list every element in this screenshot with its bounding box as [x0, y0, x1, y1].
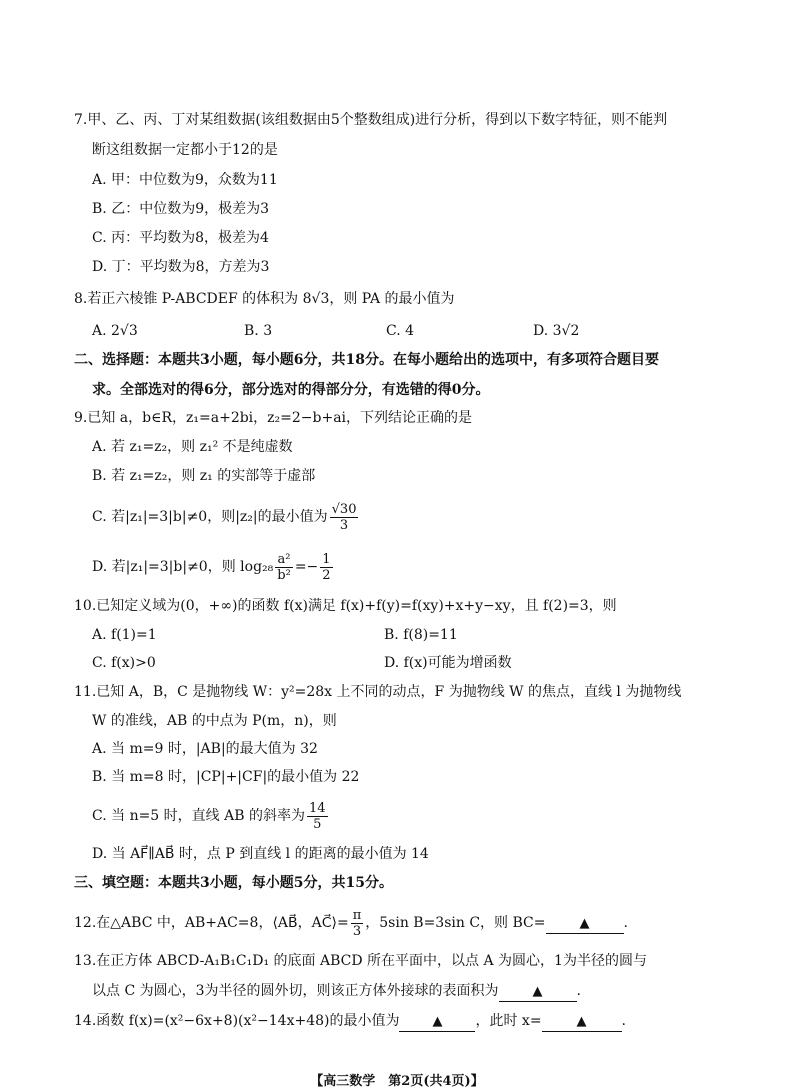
- q14-text-a: 14.函数 f(x)=(x²−6x+8)(x²−14x+48)的最小值为: [74, 1013, 400, 1029]
- q12-fraction-denominator: 3: [352, 923, 362, 939]
- q13-line2: [92, 981, 581, 1002]
- section3-heading: 三、填空题：本题共3小题，每小题5分，共15分。: [74, 875, 393, 891]
- q9-option-d-text: D. 若|z₁|=3|b|≠0，则 log₂₈: [92, 559, 274, 575]
- q14-end: .: [621, 1013, 626, 1029]
- q9-option-b: B. 若 z₁=z₂，则 z₁ 的实部等于虚部: [92, 468, 316, 484]
- q14-answer-blank-1[interactable]: ▲: [399, 1013, 475, 1032]
- q12-answer-blank[interactable]: ▲: [546, 915, 624, 934]
- q9-option-c-fraction: [330, 502, 359, 533]
- q12-fraction: [351, 908, 364, 939]
- q9-option-c-numerator: √30: [331, 501, 357, 517]
- q7-option-d: D. 丁：平均数为8，方差为3: [92, 259, 270, 275]
- q12-text-a: 12.在△ABC 中，AB+AC=8，⟨AB⃗，AC⃗⟩=: [74, 915, 349, 931]
- q8-option-c: C. 4: [386, 323, 415, 339]
- q14-text-b: ，此时 x=: [475, 1013, 542, 1029]
- q9-stem: 9.已知 a，b∈R，z₁=a+2bi，z₂=2−b+ai，下列结论正确的是: [74, 410, 473, 426]
- q11-option-d: D. 当 AF⃗∥AB⃗ 时，点 P 到直线 l 的距离的最小值为 14: [92, 846, 429, 862]
- q8-option-d: D. 3√2: [533, 323, 580, 339]
- q11-option-a: A. 当 m=9 时，|AB|的最大值为 32: [92, 741, 318, 757]
- q9-option-d-denominator: b²: [277, 567, 291, 583]
- section2-heading-line2: 求。全部选对的得6分，部分选对的得部分分，有选错的得0分。: [92, 382, 490, 398]
- q9-option-d: [92, 550, 335, 584]
- q9-option-d-result-numerator: 1: [322, 551, 331, 567]
- q9-option-a: A. 若 z₁=z₂，则 z₁² 不是纯虚数: [92, 439, 293, 455]
- q12-end: .: [623, 915, 628, 931]
- q9-option-c-text: C. 若|z₁|=3|b|≠0，则|z₂|的最小值为: [92, 509, 328, 525]
- q9-option-d-equals: =−: [294, 559, 319, 575]
- q10-option-b: B. f(8)=11: [384, 627, 458, 643]
- q11-option-c-denominator: 5: [313, 816, 322, 832]
- q11-option-c-text: C. 当 n=5 时，直线 AB 的斜率为: [92, 808, 305, 824]
- q12-fraction-numerator: π: [352, 907, 362, 923]
- q14-answer-blank-2[interactable]: ▲: [542, 1013, 622, 1032]
- q13-line1: 13.在正方体 ABCD-A₁B₁C₁D₁ 的底面 ABCD 所在平面中，以点 A 为圆心，1为半径的圆与: [74, 953, 647, 969]
- q10-option-d: D. f(x)可能为增函数: [384, 655, 512, 671]
- section2-heading-line1: 二、选择题：本题共3小题，每小题6分，共18分。在每小题给出的选项中，有多项符合题目要: [74, 352, 659, 368]
- q7-stem-line1: 7.甲、乙、丙、丁对某组数据(该组数据由5个整数组成)进行分析，得到以下数字特征，则不能判: [74, 112, 668, 128]
- q9-option-d-result-fraction: [320, 552, 332, 583]
- q11-stem-line1: 11.已知 A，B，C 是抛物线 W：y²=28x 上不同的动点，F 为抛物线 W 的焦点，直线 l 为抛物线: [74, 684, 682, 700]
- q11-option-c: [92, 799, 330, 833]
- q9-option-d-numerator: a²: [275, 552, 293, 568]
- q11-stem-line2: W 的准线，AB 的中点为 P(m，n)，则: [92, 713, 337, 729]
- page-footer: 【高三数学 第2页(共4页)】: [310, 1074, 484, 1089]
- q11-option-b: B. 当 m=8 时，|CP|+|CF|的最小值为 22: [92, 769, 360, 785]
- q9-option-c: [92, 500, 360, 534]
- q7-stem-line2: 断这组数据一定都小于12的是: [92, 142, 278, 158]
- q8-option-b: B. 3: [244, 323, 273, 339]
- q13-line2-text: 以点 C 为圆心，3为半径的圆外切，则该正方体外接球的表面积为: [92, 983, 499, 999]
- q13-answer-blank[interactable]: ▲: [499, 983, 577, 1002]
- q14: [74, 1011, 626, 1032]
- q12-text-b: ，5sin B=3sin C，则 BC=: [365, 915, 546, 931]
- q10-stem: 10.已知定义域为(0，+∞)的函数 f(x)满足 f(x)+f(y)=f(xy)+x+y−xy，且 f(2)=3，则: [74, 598, 617, 614]
- q8-option-a: A. 2√3: [92, 323, 138, 339]
- q13-end: .: [576, 983, 581, 999]
- q11-option-c-fraction: [307, 801, 328, 832]
- q7-option-c: C. 丙：平均数为8，极差为4: [92, 230, 269, 246]
- q10-option-a: A. f(1)=1: [92, 627, 157, 643]
- q9-option-c-denominator: 3: [339, 517, 349, 533]
- q12: [74, 906, 628, 940]
- q7-option-b: B. 乙：中位数为9，极差为3: [92, 201, 270, 217]
- q8-stem: 8.若正六棱锥 P-ABCDEF 的体积为 8√3，则 PA 的最小值为: [74, 291, 455, 307]
- q9-option-d-fraction: [275, 552, 293, 583]
- q11-option-c-numerator: 14: [308, 800, 326, 816]
- q10-option-c: C. f(x)>0: [92, 655, 156, 671]
- q9-option-d-result-denominator: 2: [322, 567, 331, 583]
- q7-option-a: A. 甲：中位数为9，众数为11: [92, 172, 278, 188]
